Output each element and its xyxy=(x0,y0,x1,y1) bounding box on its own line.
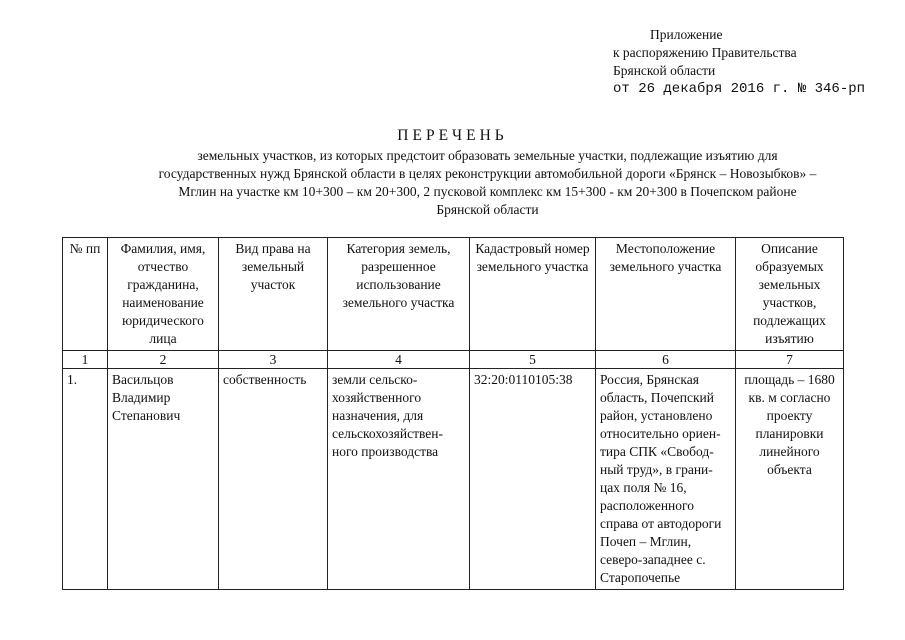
land-category: земли сельско-хозяйственного назначения, для сельскохозяйствен-ного производства xyxy=(328,369,470,590)
column-number: 2 xyxy=(108,351,219,369)
annex-line-1: Приложение xyxy=(650,27,723,42)
document-title: ПЕРЕЧЕНЬ xyxy=(397,127,508,144)
annex-header xyxy=(613,26,865,98)
plot-description: площадь – 1680 кв. м согласно проекту планировки линейного объекта xyxy=(736,369,844,590)
column-number: 5 xyxy=(470,351,596,369)
annex-line-2: к распоряжению Правительства xyxy=(613,45,797,60)
column-number: 4 xyxy=(328,351,470,369)
land-plots-table xyxy=(62,237,844,590)
cadastral-number: 32:20:0110105:38 xyxy=(470,369,596,590)
table-row xyxy=(63,369,844,590)
header-land-category: Категория земель, разрешенное использование земельного участка xyxy=(328,238,470,351)
column-number: 1 xyxy=(63,351,108,369)
column-number-row xyxy=(63,351,844,369)
annex-line-4: от 26 декабря 2016 г. № 346-рп xyxy=(613,81,866,97)
column-number: 3 xyxy=(219,351,328,369)
column-number: 6 xyxy=(596,351,736,369)
right-type: собственность xyxy=(219,369,328,590)
header-number: № пп xyxy=(63,238,108,351)
owner-name: Васильцов Владимир Степанович xyxy=(108,369,219,590)
header-right-type: Вид права на земельный участок xyxy=(219,238,328,351)
header-owner-name: Фамилия, имя, отчество гражданина, наименование юридического лица xyxy=(108,238,219,351)
header-location: Местоположение земельного участка xyxy=(596,238,736,351)
plot-location: Россия, Брянская область, Почепский район, установлено относительно ориен-тира СПК «Свобод-ный труд», в грани-цах поля № 16, расположенного справа от автодороги Почеп – Мглин, северо-западнее с. Старопочепье xyxy=(596,369,736,590)
row-number: 1. xyxy=(63,369,108,590)
table-header-row xyxy=(63,238,844,351)
annex-line-3: Брянской области xyxy=(613,63,716,78)
header-cadastral-number: Кадастровый номер земельного участка xyxy=(470,238,596,351)
header-description: Описание образуемых земельных участков, подлежащих изъятию xyxy=(736,238,844,351)
column-number: 7 xyxy=(736,351,844,369)
document-subtitle: земельных участков, из которых предстоит образовать земельные участки, подлежащие изъятию для государственных нужд Брянской области в целях реконструкции автомобильной дороги «Брянск – Новозыбков» – Мглин на участке км 10+300 – км 20+300, 2 пусковой комплекс км 15+300 - км 20+300 в Почепском районе Брянской области xyxy=(158,148,817,217)
